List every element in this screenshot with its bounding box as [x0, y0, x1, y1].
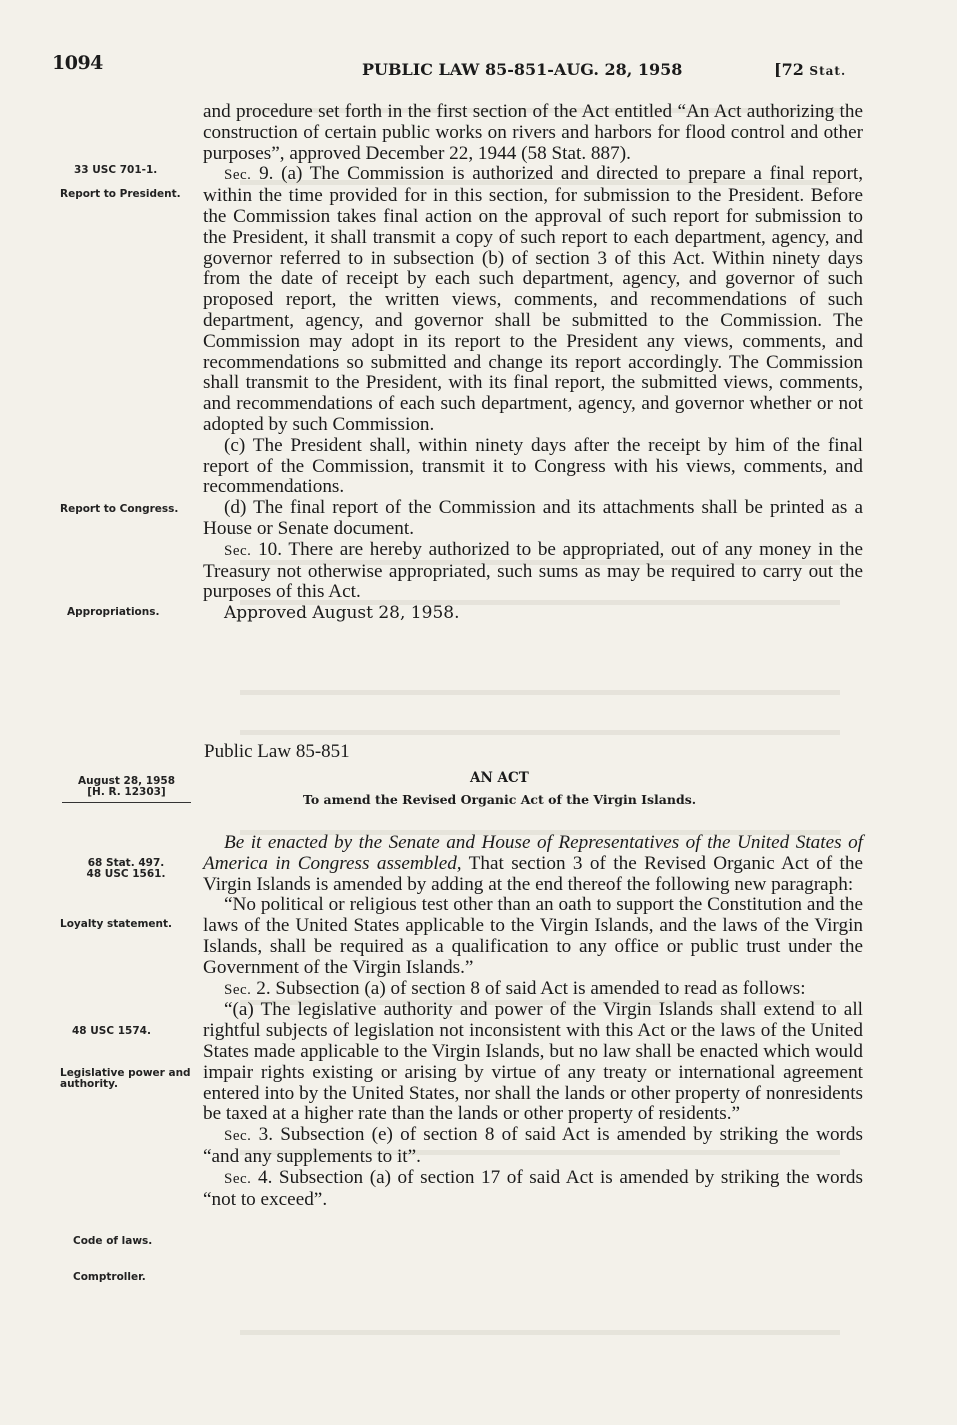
page-number: 1094 [52, 52, 103, 74]
section-3-text: 3. Subsection (e) of section 8 of said Act is amended by striking the words “and any supplements to it”. [203, 1124, 863, 1167]
enacting-text: That section 3 of the Revised Organic Act of the Virgin Islands is amended by adding at the end thereof the following new paragraph: [203, 852, 863, 895]
section-label: Sec. [224, 167, 252, 184]
law-heading: Public Law 85-851 [204, 741, 350, 762]
stat-reference [774, 60, 846, 79]
section-4-text: 4. Subsection (a) of section 17 of said Act is amended by striking the words “not to exceed”. [203, 1166, 863, 1210]
section-4-paragraph [203, 1168, 863, 1211]
margin-note-legislative: Legislative power and authority. [60, 1067, 191, 1090]
enacting-formula: Be it enacted by the Senate and House of Representatives of the United States of America in Congress assembled, [203, 832, 863, 874]
bill-date: August 28, 1958 [78, 775, 175, 787]
subsection-d-paragraph: (d) The final report of the Commission and its attachments shall be printed as a House or Senate document. [203, 497, 863, 539]
law-body [203, 833, 863, 1210]
margin-note-appropriations: Appropriations. [67, 606, 160, 618]
margin-note-report-president: Report to President. [60, 188, 181, 200]
section-2-paragraph [203, 979, 863, 1001]
approval-line: Approved August 28, 1958. [224, 603, 460, 624]
section-9-text: 9. (a) The Commission is authorized and directed to prepare a final report, within the time provided for in this section, for submission to the President. Before the Commission takes final action on the approval of such report for submission to the President, it shall transmit a copy of such report to each department, agency, and governor referred to in subsection (b) of section 3 of this Act. Within ninety days from the date of receipt by each such department, agency, and governor of such proposed report, the written views, comments, and recommendations of such department, agency, and governor shall be submitted to the Commission. The Commission may adopt in its report to the President any views, comments, and recommendations so submitted and change its report accordingly. The Commission shall transmit to the President, with its final report, the submitted views, comments, and recommendations of each such department, agency, and governor whether or not adopted by such Commission. [203, 163, 863, 435]
previous-law-body [203, 102, 863, 624]
bill-number: [H. R. 12303] [87, 786, 166, 798]
stat-label: Stat. [809, 64, 847, 78]
section-2-quote: “(a) The legislative authority and power of the Virgin Islands shall extend to all rightful subjects of legislation not inconsistent with this Act or the laws of the United States made applicable to the Virgin Islands, but no law shall be enacted which would impair rights existing or arising by virtue of any treaty or international agreement entered into by the United States, nor shall the lands or other property of nonresidents be taxed at a higher rate than the lands or other property of residents.” [203, 999, 863, 1125]
continuation-paragraph: and procedure set forth in the first section of the Act entitled “An Act authorizing the construction of certain public works on rivers and harbors for flood control and other purposes”, approved December 22, 1944 (58 Stat. 887). [203, 101, 863, 164]
margin-note-loyalty: Loyalty statement. [60, 918, 172, 930]
running-title: PUBLIC LAW 85-851-AUG. 28, 1958 [362, 60, 683, 79]
margin-note-stat-497: 68 Stat. 497. [87, 857, 165, 869]
subsection-c-paragraph: (c) The President shall, within ninety days after the receipt by him of the final report of the Commission, transmit it to Congress with his views, comments, and recommendations. [203, 434, 863, 498]
act-title: AN ACT [470, 770, 529, 786]
stat-volume: [72 [774, 60, 804, 79]
loyalty-quote: “No political or religious test other than an oath to support the Constitution and the laws of the United States applicable to the Virgin Islands, and the laws of the Virgin Islands, shall be required as a qualification to any office or public trust under the Government of the Virgin Islands.” [203, 894, 863, 978]
section-10-paragraph [203, 540, 863, 603]
margin-note-usc-701: 33 USC 701-1. [74, 164, 158, 176]
section-9-paragraph [203, 164, 863, 435]
margin-note-usc-1574: 48 USC 1574. [72, 1025, 151, 1037]
margin-note-report-congress: Report to Congress. [60, 503, 179, 515]
section-label: Sec. [224, 1170, 252, 1187]
section-3-paragraph [203, 1125, 863, 1168]
section-2-text: 2. Subsection (a) of section 8 of said Act is amended to read as follows: [251, 977, 806, 999]
section-label: Sec. [224, 542, 252, 559]
section-label: Sec. [224, 981, 252, 998]
margin-note-stat-usc [74, 858, 178, 880]
margin-note-comptroller: Comptroller. [73, 1271, 146, 1283]
act-subtitle: To amend the Revised Organic Act of the Virgin Islands. [303, 792, 697, 807]
margin-note-code-of-laws: Code of laws. [73, 1235, 153, 1247]
enacting-clause [203, 833, 863, 895]
margin-note-usc-1561: 48 USC 1561. [86, 868, 166, 880]
section-10-text: 10. There are hereby authorized to be appropriated, out of any money in the Treasury not otherwise appropriated, such sums as may be required to carry out the purposes of this Act. [203, 538, 863, 603]
section-label: Sec. [224, 1128, 252, 1145]
margin-note-bill [62, 776, 191, 803]
